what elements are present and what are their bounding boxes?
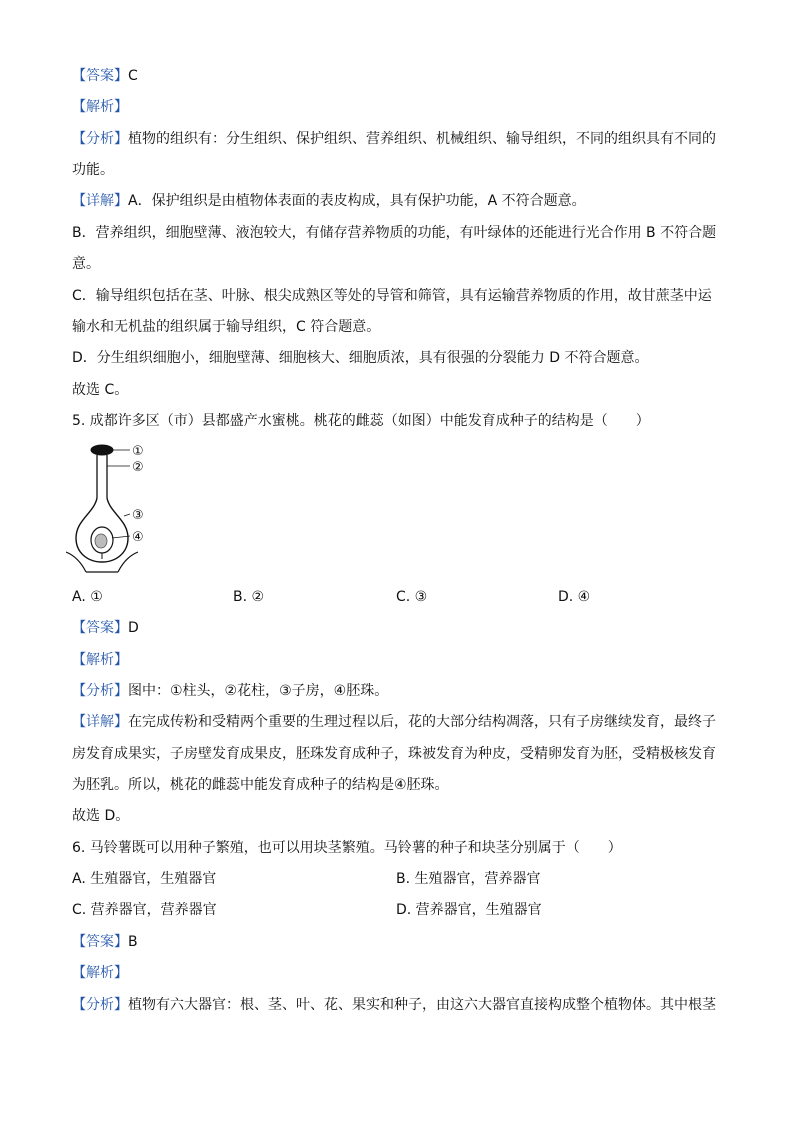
q6-option-b: B. 生殖器官，营养器官 — [396, 871, 541, 887]
q5-option-b: B. ② — [233, 589, 265, 605]
q6-analysis-label: 【解析】 — [72, 965, 128, 981]
fenxi-label: 【分析】 — [72, 997, 128, 1013]
fenxi-label: 【分析】 — [72, 131, 128, 147]
q6-answer — [72, 932, 138, 952]
q4-detail-c: C．输导组织包括在茎、叶脉、根尖成熟区等处的导管和筛管，具有运输营养物质的作用，故甘蔗茎中运 — [72, 288, 712, 304]
detail-label: 【详解】 — [72, 714, 128, 730]
q4-detail-b: B．营养组织，细胞壁薄、液泡较大，有储存营养物质的功能，有叶绿体的还能进行光合作用 B 不符合题 — [72, 225, 717, 241]
q4-detail-d: D．分生组织细胞小，细胞壁薄、细胞核大、细胞质浓，具有很强的分裂能力 D 不符合题意。 — [72, 350, 649, 366]
q5-option-a: A. ① — [72, 589, 103, 605]
q4-analysis-label: 【解析】 — [72, 99, 128, 115]
q4-fenxi-cont: 功能。 — [72, 162, 114, 178]
detail-text: 在完成传粉和受精两个重要的生理过程以后，花的大部分结构凋落，只有子房继续发育，最终子 — [128, 714, 716, 730]
fenxi-text: 植物有六大器官：根、茎、叶、花、果实和种子，由这六大器官直接构成整个植物体。其中根茎 — [128, 997, 716, 1013]
detail-text: A．保护组织是由植物体表面的表皮构成，具有保护功能，A 不符合题意。 — [128, 193, 586, 209]
q6-option-a: A. 生殖器官，生殖器官 — [72, 871, 217, 887]
diagram-label-2: ② — [132, 460, 144, 475]
answer-value: C — [128, 68, 138, 84]
q6-fenxi — [72, 995, 716, 1015]
q5-detail-cont-2: 为胚乳。所以，桃花的雌蕊中能发育成种子的结构是④胚珠。 — [72, 777, 449, 793]
q5-fenxi — [72, 681, 388, 701]
q5-option-c: C. ③ — [396, 589, 428, 605]
diagram-label-4: ④ — [132, 530, 144, 545]
detail-label: 【详解】 — [72, 193, 128, 209]
pistil-diagram — [66, 438, 166, 578]
q5-conclusion: 故选 D。 — [72, 808, 130, 824]
diagram-label-3: ③ — [132, 508, 144, 523]
q6-option-d: D. 营养器官，生殖器官 — [396, 902, 542, 918]
q6-option-c: C. 营养器官，营养器官 — [72, 902, 217, 918]
stigma-shape — [91, 445, 113, 455]
style-shape — [97, 455, 107, 498]
q5-answer — [72, 618, 139, 638]
q6-stem: 6. 马铃薯既可以用种子繁殖，也可以用块茎繁殖。马铃薯的种子和块茎分别属于（ ） — [72, 840, 622, 856]
q4-detail-c-cont: 输水和无机盐的组织属于输导组织，C 符合题意。 — [72, 319, 381, 335]
q4-fenxi — [72, 129, 716, 149]
fenxi-text: 图中：①柱头，②花柱，③子房，④胚珠。 — [128, 683, 389, 699]
answer-value: D — [128, 620, 139, 636]
fenxi-text: 植物的组织有：分生组织、保护组织、营养组织、机械组织、输导组织，不同的组织具有不同的 — [128, 131, 716, 147]
q4-conclusion: 故选 C。 — [72, 382, 129, 398]
q4-answer — [72, 66, 138, 86]
answer-label: 【答案】 — [72, 68, 128, 84]
q5-analysis-label: 【解析】 — [72, 652, 128, 668]
answer-label: 【答案】 — [72, 620, 128, 636]
q5-detail-cont-1: 房发育成果实，子房壁发育成果皮，胚珠发育成种子，珠被发育为种皮，受精卵发育为胚，受精极核发育 — [72, 746, 716, 762]
q4-detail-a — [72, 191, 586, 211]
diagram-label-1: ① — [132, 444, 144, 459]
q5-option-d: D. ④ — [558, 589, 591, 605]
answer-label: 【答案】 — [72, 934, 128, 950]
q5-stem: 5. 成都许多区（市）县都盛产水蜜桃。桃花的雌蕊（如图）中能发育成种子的结构是（ ） — [72, 413, 650, 429]
q5-detail — [72, 712, 716, 732]
fenxi-label: 【分析】 — [72, 683, 128, 699]
answer-value: B — [128, 934, 138, 950]
q4-detail-b-cont: 意。 — [72, 256, 100, 272]
